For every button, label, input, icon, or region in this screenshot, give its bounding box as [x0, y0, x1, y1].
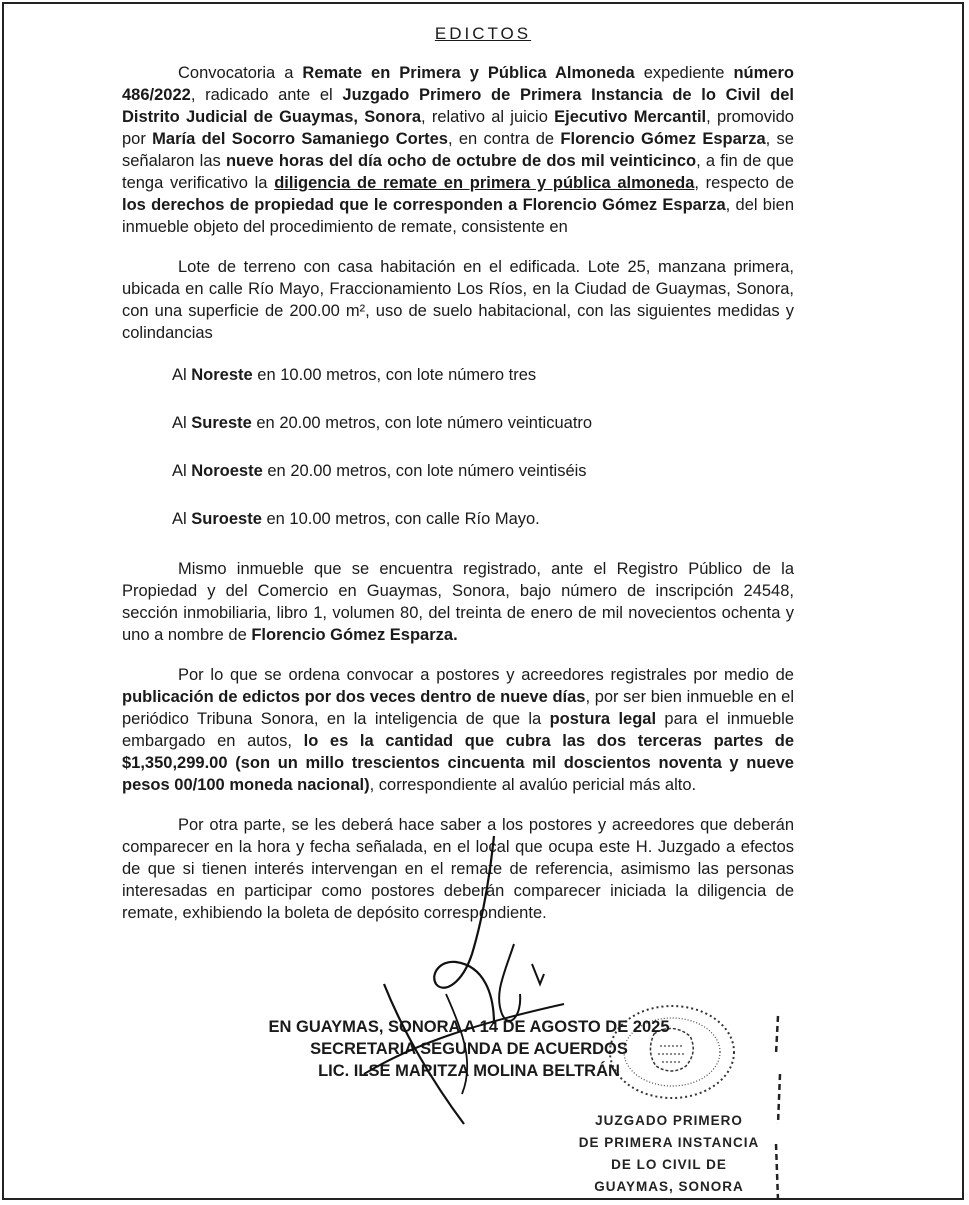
text-span: , por ser bien inmueble en el periódico Tribuna Sonora, en la inteligencia de que la: [122, 688, 794, 728]
closing-signatory: LIC. ILSE MARITZA MOLINA BELTRÁN: [318, 1062, 620, 1080]
boundary-noreste: [172, 364, 794, 386]
text-span: , radicado ante el: [190, 86, 343, 104]
text-span: en 10.00 metros, con lote número tres: [252, 366, 537, 384]
handwritten-signature: [344, 834, 584, 1134]
bold-span: publicación de edictos por dos veces dentro de nueve días: [122, 688, 586, 706]
bold-span: Noroeste: [191, 462, 263, 480]
paragraph-registro: [122, 558, 794, 646]
text-span: Convocatoria a: [178, 64, 303, 82]
bold-underlined-span: diligencia de remate en primera y pública almoneda: [274, 174, 695, 192]
document-title: EDICTOS: [434, 24, 532, 43]
document-body: [122, 62, 794, 924]
text-span: en 20.00 metros, con lote número veintiséis: [262, 462, 587, 480]
text-span: , relativo al juicio: [421, 108, 555, 126]
bold-span: Florencio Gómez Esparza: [560, 130, 766, 148]
boundary-sureste: [172, 412, 794, 434]
bold-span: Suroeste: [191, 510, 262, 528]
bold-span: Ejecutivo Mercantil: [554, 108, 707, 126]
boundaries-list: [122, 364, 794, 530]
text-span: , en contra de: [447, 130, 561, 148]
closing-place-date: EN GUAYMAS, SONORA A 14 DE AGOSTO DE 2025: [268, 1018, 670, 1036]
bold-span: María del Socorro Samaniego Cortes: [152, 130, 448, 148]
bold-span: nueve horas del día ocho de octubre de dos mil veinticinco: [225, 152, 697, 170]
text-span: Al: [172, 510, 192, 528]
stamp-line: GUAYMAS, SONORA: [594, 1179, 744, 1194]
court-stamp-text: [559, 1110, 779, 1198]
text-span: , se señalaron las: [122, 130, 794, 170]
text-span: , correspondiente al avalúo pericial más alto.: [369, 776, 697, 794]
text-span: Al: [172, 462, 192, 480]
text-span: en 20.00 metros, con lote número veinticuatro: [251, 414, 593, 432]
text-span: , promovido por: [122, 108, 794, 148]
text-span: expediente: [634, 64, 734, 82]
text-span: en 10.00 metros, con calle Río Mayo.: [261, 510, 540, 528]
bold-span: lo es la cantidad que cubra las dos terceras partes de $1,350,299.00 (son un millo trescientos cincuenta mil doscientos noventa y nueve pesos 00/100 moneda nacional): [122, 732, 794, 794]
boundary-suroeste: [172, 508, 794, 530]
bold-span: número 486/2022: [122, 64, 794, 104]
stamp-line: DE LO CIVIL DE: [611, 1157, 727, 1172]
text-span: , a fin de que tenga verificativo la: [122, 152, 794, 192]
document-page: [2, 2, 964, 1200]
scan-mark-icon: [764, 1014, 794, 1204]
paragraph-postores: Por otra parte, se les deberá hace saber a los postores y acreedores que deberán comparecer en la hora y fecha señalada, en el local que ocupa este H. Juzgado a efectos de que si tienen interés intervengan en el remate de referencia, asimismo las personas interesadas en participar como postores deberán comparecer iniciada la diligencia de remate, exhibiendo la boleta de depósito correspondiente.: [122, 816, 794, 922]
text-span: , del bien inmueble objeto del procedimiento de remate, consistente en: [122, 196, 794, 236]
text-span: para el inmueble embargado en autos,: [122, 710, 794, 750]
bold-span: Juzgado Primero de Primera Instancia de lo Civil del Distrito Judicial de Guaymas, Sonora: [122, 86, 795, 126]
stamp-line: JUZGADO PRIMERO: [595, 1113, 743, 1128]
text-span: Al: [172, 414, 192, 432]
text-span: Por lo que se ordena convocar a postores y acreedores registrales por medio de: [178, 666, 794, 684]
closing-office: SECRETARIA SEGUNDA DE ACUERDOS: [310, 1040, 628, 1058]
paragraph-publicacion: [122, 664, 794, 796]
bold-span: los derechos de propiedad que le corresponden a Florencio Gómez Esparza: [122, 196, 726, 214]
text-span: Mismo inmueble que se encuentra registrado, ante el Registro Público de la Propiedad y del Comercio en Guaymas, Sonora, bajo número de inscripción 24548, sección inmobiliaria, libro 1, volumen 80, del treinta de enero de mil novecientos ochenta y uno a nombre de: [122, 560, 794, 644]
stamp-line: DE PRIMERA INSTANCIA: [578, 1135, 760, 1150]
bold-span: Noreste: [191, 366, 253, 384]
bold-span: Sureste: [191, 414, 252, 432]
bold-span: Remate en Primera y Pública Almoneda: [302, 64, 635, 82]
text-span: Al: [172, 366, 192, 384]
text-span: , respecto de: [694, 174, 795, 192]
bold-span: postura legal: [549, 710, 657, 728]
boundary-noroeste: [172, 460, 794, 482]
paragraph-convocatoria: [122, 62, 794, 238]
paragraph-lote: Lote de terreno con casa habitación en el edificada. Lote 25, manzana primera, ubicada en calle Río Mayo, Fraccionamiento Los Ríos, en la Ciudad de Guaymas, Sonora, con una superficie de 200.00 m², uso de suelo habitacional, con las siguientes medidas y colindancias: [122, 258, 794, 342]
bold-span: Florencio Gómez Esparza.: [251, 626, 458, 644]
